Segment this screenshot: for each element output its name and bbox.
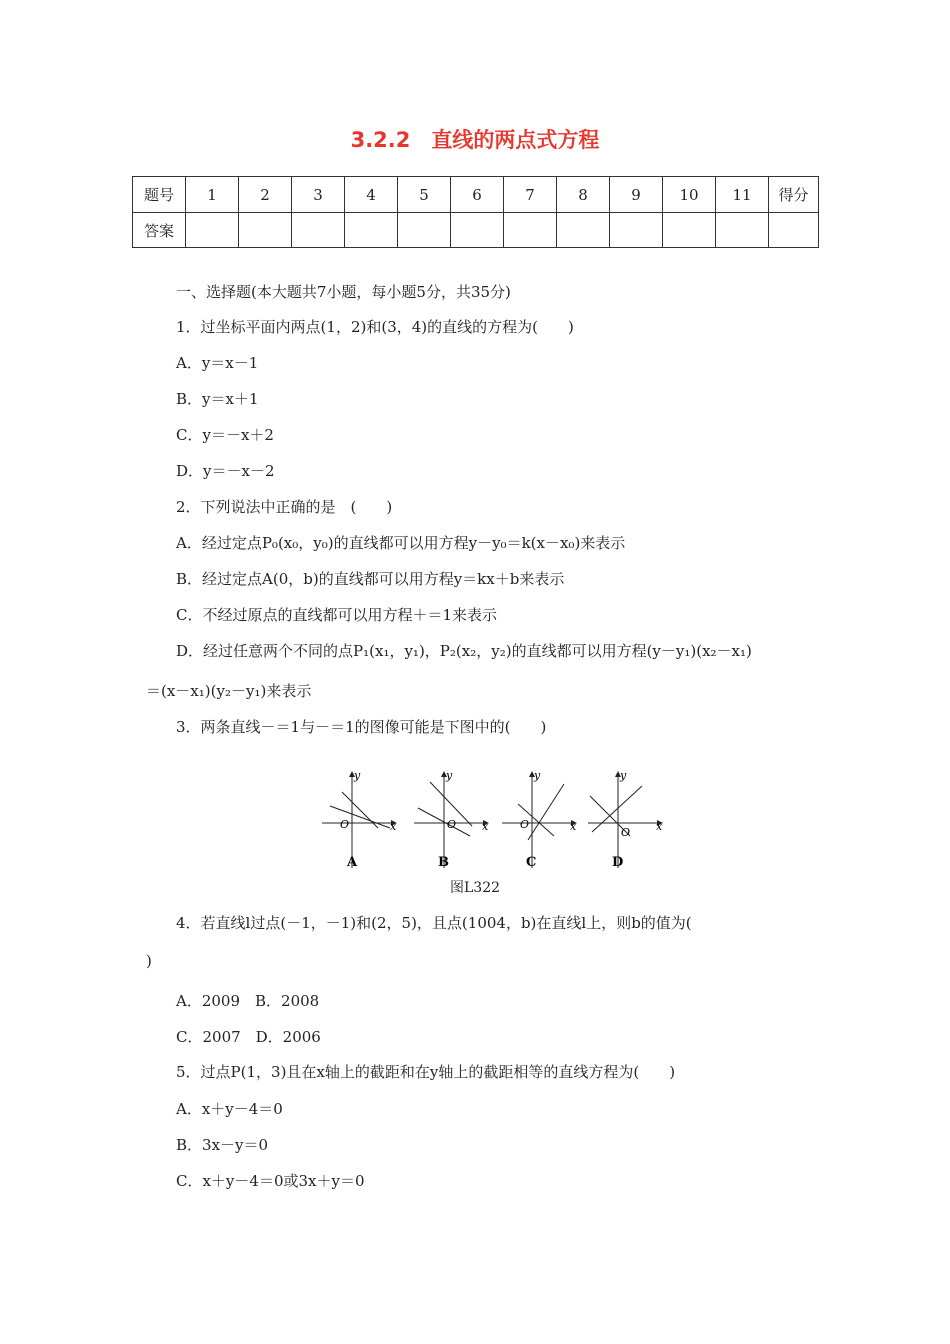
question-2-option-a: A．经过定点P₀(x₀，y₀)的直线都可以用方程y－y₀＝k(x－x₀)来表示	[176, 534, 626, 552]
answer-cell[interactable]	[398, 213, 451, 248]
question-4-options-ab: A．2009 B．2008	[176, 992, 320, 1010]
table-cell: 2	[239, 177, 292, 213]
question-5-option-a: A．x＋y－4＝0	[176, 1100, 283, 1118]
panel-label: C	[526, 855, 537, 870]
table-cell: 题号	[133, 177, 186, 213]
axis-y-label: y	[620, 769, 627, 782]
axis-y-label: y	[446, 769, 453, 782]
question-4-stem: 4．若直线l过点(－1，－1)和(2，5)，且点(1004，b)在直线l上，则b的值为(	[176, 914, 692, 932]
question-5-option-c: C．x＋y－4＝0或3x＋y＝0	[176, 1172, 365, 1190]
table-cell: 5	[398, 177, 451, 213]
graph-panel-a	[322, 769, 397, 870]
answer-cell[interactable]	[239, 213, 292, 248]
figure-svg	[318, 768, 668, 878]
table-cell: 10	[663, 177, 716, 213]
question-1-option-d: D．y＝－x－2	[176, 462, 275, 480]
table-cell: 答案	[133, 213, 186, 248]
question-2-option-d-cont: ＝(x－x₁)(y₂－y₁)来表示	[146, 682, 312, 700]
table-cell: 3	[292, 177, 345, 213]
question-1-option-a: A．y＝x－1	[176, 354, 259, 372]
answer-cell[interactable]	[716, 213, 769, 248]
question-2-option-d: D．经过任意两个不同的点P₁(x₁，y₁)，P₂(x₂，y₂)的直线都可以用方程(y－y₁)(x₂－x₁)	[176, 642, 752, 660]
graph-panel-d	[588, 769, 663, 870]
question-1-option-c: C．y＝－x＋2	[176, 426, 274, 444]
table-cell: 4	[345, 177, 398, 213]
question-1-stem: 1．过坐标平面内两点(1，2)和(3，4)的直线的方程为( )	[176, 318, 574, 336]
table-cell: 6	[451, 177, 504, 213]
panel-label: A	[347, 855, 358, 870]
origin-label: O	[621, 826, 631, 839]
page-title: 3.2.2 直线的两点式方程	[350, 128, 600, 152]
question-2-option-b: B．经过定点A(0，b)的直线都可以用方程y＝kx＋b来表示	[176, 570, 565, 588]
graph-panel-c	[502, 769, 577, 870]
question-4-stem-cont: )	[146, 952, 152, 970]
panel-label: D	[612, 855, 624, 870]
figure-caption: 图L322	[449, 880, 501, 896]
question-2-stem: 2．下列说法中正确的是 ( )	[176, 498, 393, 516]
section-heading: 一、选择题(本大题共7小题，每小题5分，共35分)	[176, 283, 511, 301]
answer-cell[interactable]	[504, 213, 557, 248]
figure-graphs	[318, 768, 668, 878]
answer-cell[interactable]	[451, 213, 504, 248]
answer-cell[interactable]	[345, 213, 398, 248]
answer-cell[interactable]	[186, 213, 239, 248]
axis-x-label: x	[482, 820, 489, 833]
question-1-option-b: B．y＝x＋1	[176, 390, 259, 408]
table-cell: 9	[610, 177, 663, 213]
question-2-option-c: C．不经过原点的直线都可以用方程＋＝1来表示	[176, 606, 498, 624]
axis-y-label: y	[534, 769, 541, 782]
graph-panel-b	[414, 769, 489, 870]
origin-label: O	[447, 818, 457, 831]
origin-label: O	[340, 818, 350, 831]
answer-cell[interactable]	[557, 213, 610, 248]
table-answer-row	[133, 213, 819, 248]
panel-label: B	[438, 855, 449, 870]
table-cell: 11	[716, 177, 769, 213]
axis-x-label: x	[656, 820, 663, 833]
axis-x-label: x	[570, 820, 577, 833]
origin-label: O	[520, 818, 530, 831]
answer-cell[interactable]	[292, 213, 345, 248]
answer-table	[132, 176, 819, 248]
question-5-stem: 5．过点P(1，3)且在x轴上的截距和在y轴上的截距相等的直线方程为( )	[176, 1063, 676, 1081]
question-4-options-cd: C．2007 D．2006	[176, 1028, 321, 1046]
table-cell: 7	[504, 177, 557, 213]
question-3-stem: 3．两条直线－＝1与－＝1的图像可能是下图中的( )	[176, 718, 547, 736]
answer-cell[interactable]	[663, 213, 716, 248]
axis-y-label: y	[354, 769, 361, 782]
table-cell: 1	[186, 177, 239, 213]
axis-x-label: x	[390, 820, 397, 833]
table-cell: 得分	[769, 177, 819, 213]
score-cell[interactable]	[769, 213, 819, 248]
table-cell: 8	[557, 177, 610, 213]
table-header-row	[133, 177, 819, 213]
answer-cell[interactable]	[610, 213, 663, 248]
question-5-option-b: B．3x－y＝0	[176, 1136, 269, 1154]
